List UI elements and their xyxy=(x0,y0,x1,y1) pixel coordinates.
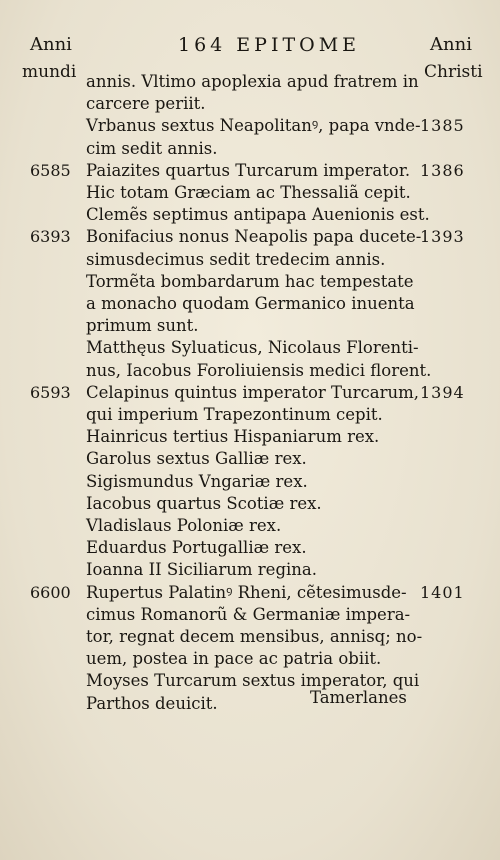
line-text: Bonifacius nonus Neapolis papa ducete- xyxy=(86,227,422,247)
header-right-sub: Christi xyxy=(424,62,483,82)
line-text: cim sedit annis. xyxy=(86,138,218,158)
header-right: Anni xyxy=(430,34,472,55)
text-line xyxy=(0,536,500,560)
text-line xyxy=(0,425,500,449)
line-text: qui imperium Trapezontinum cepit. xyxy=(86,405,383,424)
line-text: Clemẽs septimus antipapa Auenionis est. xyxy=(86,205,430,225)
text-line xyxy=(0,114,500,138)
line-text: Vladislaus Poloniæ rex. xyxy=(86,516,282,535)
header-left-sub: mundi xyxy=(22,62,77,82)
catchword: Tamerlanes xyxy=(310,688,407,707)
line-text: Sigismundus Vngariæ rex. xyxy=(86,471,308,491)
text-line xyxy=(0,669,500,693)
line-text: annis. Vltimo apoplexia apud fratrem in xyxy=(86,72,419,91)
year-mundi: 6593 xyxy=(30,382,71,402)
line-text: Matthęus Syluaticus, Nicolaus Florenti- xyxy=(86,338,419,358)
line-text: simusdecimus sedit tredecim annis. xyxy=(86,249,386,269)
running-title: 164 EPITOME xyxy=(178,34,361,56)
line-text: Hainricus tertius Hispaniarum rex. xyxy=(86,427,380,447)
line-text: Parthos deuicit. xyxy=(86,693,218,713)
line-text: tor, regnat decem mensibus, annisq; no- xyxy=(86,627,423,646)
line-text: Moyses Turcarum sextus imperator, qui xyxy=(86,671,420,691)
text-line xyxy=(0,292,500,316)
line-text: Hic totam Græciam ac Thessaliã cepit. xyxy=(86,183,411,202)
text-line xyxy=(0,581,500,605)
year-mundi: 6393 xyxy=(30,227,71,247)
line-text: Eduardus Portugalliæ rex. xyxy=(86,538,307,558)
text-line xyxy=(0,492,500,516)
year-christi: 1401 xyxy=(420,582,465,602)
line-text: uem, postea in pace ac patria obiit. xyxy=(86,649,382,669)
text-line xyxy=(0,314,500,338)
text-line xyxy=(0,403,500,427)
year-christi: 1386 xyxy=(420,160,465,180)
year-christi: 1393 xyxy=(420,227,465,247)
text-line xyxy=(0,558,500,582)
year-christi: 1385 xyxy=(420,116,465,136)
text-line xyxy=(0,647,500,671)
text-line xyxy=(0,625,500,649)
line-text: Garolus sextus Galliæ rex. xyxy=(86,449,307,469)
line-text: Paiazites quartus Turcarum imperator. xyxy=(86,160,411,180)
line-text: Vrbanus sextus Neapolitanꝰ, papa vnde- xyxy=(86,116,421,136)
line-text: nus, Iacobus Foroliuiensis medici florent. xyxy=(86,360,432,380)
line-text: a monacho quodam Germanico inuenta xyxy=(86,294,415,313)
text-line xyxy=(0,603,500,627)
text-line xyxy=(0,270,500,294)
text-line xyxy=(0,381,500,405)
text-line xyxy=(0,92,500,116)
text-line xyxy=(0,359,500,383)
text-line xyxy=(0,692,500,716)
text-line xyxy=(0,70,500,94)
year-christi: 1394 xyxy=(420,382,465,402)
text-line xyxy=(0,470,500,494)
text-line xyxy=(0,248,500,272)
year-mundi: 6600 xyxy=(30,582,71,602)
line-text: cimus Romanorũ & Germaniæ impera- xyxy=(86,604,411,624)
text-line xyxy=(0,336,500,360)
line-text: primum sunt. xyxy=(86,316,199,336)
text-line xyxy=(0,514,500,538)
line-text: Rupertus Palatinꝰ Rheni, cẽtesimusde- xyxy=(86,582,407,602)
year-mundi: 6585 xyxy=(30,160,71,180)
text-line xyxy=(0,181,500,205)
text-line xyxy=(0,137,500,161)
text-line xyxy=(0,225,500,249)
line-text: carcere periit. xyxy=(86,94,206,114)
line-text: Ioanna II Siciliarum regina. xyxy=(86,560,317,580)
text-line xyxy=(0,203,500,227)
text-line xyxy=(0,159,500,183)
line-text: Tormẽta bombardarum hac tempestate xyxy=(86,271,414,291)
line-text: Iacobus quartus Scotiæ rex. xyxy=(86,493,322,513)
header-left: Anni xyxy=(30,34,72,55)
line-text: Celapinus quintus imperator Turcarum, xyxy=(86,382,420,402)
text-line xyxy=(0,447,500,471)
